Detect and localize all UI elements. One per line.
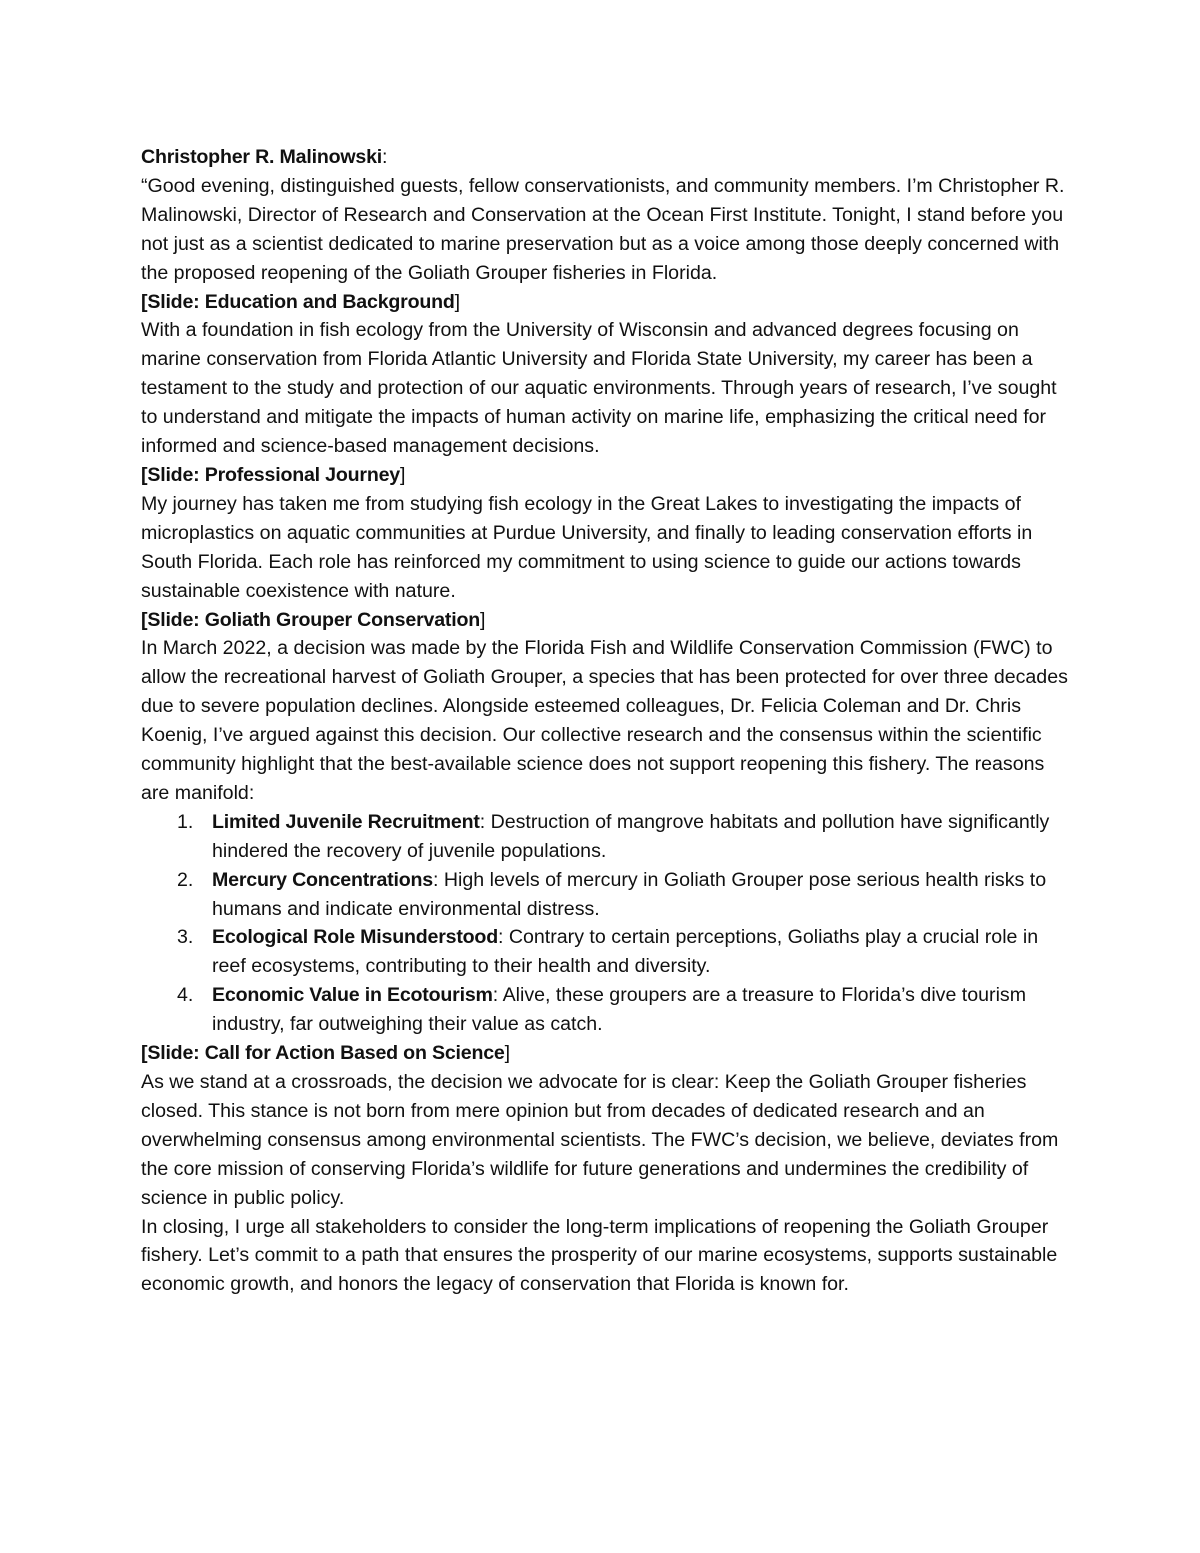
section-body: With a foundation in fish ecology from the University of Wisconsin and advanced degrees focusing on marine conservation from Florida Atlantic University and Florida State University, my career has been a testament to the study and protection of our aquatic environments. Through years of research, I’ve sought to understand and mitigate the impacts of human activity on marine life, emphasizing the critical need for informed and science-based management decisions. — [141, 319, 1057, 458]
section-heading-bracket: ] — [504, 1042, 511, 1065]
reason-number: 4. — [177, 984, 194, 1007]
reason-text: : Destruction of mangrove habitats and pollution have significantly hindered the recovery of juvenile populations. — [212, 810, 1050, 862]
speaker-line — [141, 143, 1071, 172]
section-heading-bracket: ] — [480, 608, 486, 631]
reason-number: 3. — [177, 926, 194, 949]
reason-text: : Alive, these groupers are a treasure to Florida’s dive tourism industry, far outweighing their value as catch. — [212, 984, 1027, 1036]
reason-term: Economic Value in Ecotourism — [212, 984, 493, 1007]
speaker-colon: : — [382, 146, 388, 168]
section-body: My journey has taken me from studying fish ecology in the Great Lakes to investigating the impacts of microplastics on aquatic communities at Purdue University, and finally to leading conservation efforts in South Florida. Each role has reinforced my commitment to using science to guide our actions towards sustainable coexistence with nature. — [141, 492, 1033, 602]
section-heading — [141, 288, 1071, 317]
section-body: In March 2022, a decision was made by the Florida Fish and Wildlife Conservation Commission (FWC) to allow the recreational harvest of Goliath Grouper, a species that has been protected for over three decades due to severe population declines. Alongside esteemed colleagues, Dr. Felicia Coleman and Dr. Chris Koenig, I’ve argued against this decision. Our collective research and the consensus within the scientific community highlight that the best-available science does not support reopening this fishery. The reasons are manifold: — [141, 637, 1068, 804]
section-heading — [141, 606, 1071, 635]
reason-term: Mercury Concentrations — [212, 868, 433, 891]
section-heading — [141, 1039, 1071, 1068]
document-body — [141, 143, 1071, 1299]
reason-item — [141, 981, 1071, 1039]
intro-paragraph: “Good evening, distinguished guests, fellow conservationists, and community members. I’m Christopher R. Malinowski, Director of Research and Conservation at the Ocean First Institute. Tonight, I stand before you not just as a scientist dedicated to marine preservation but as a voice among those deeply concerned with the proposed reopening of the Goliath Grouper fisheries in Florida. — [141, 174, 1065, 284]
section-heading — [141, 461, 1071, 490]
section-heading-text: [Slide: Goliath Grouper Conservation — [141, 608, 480, 631]
reason-text: : High levels of mercury in Goliath Grouper pose serious health risks to humans and indicate environmental distress. — [212, 868, 1047, 920]
section-heading-bracket: ] — [454, 290, 461, 313]
reasons-list — [141, 808, 1071, 1039]
closing-paragraph: In closing, I urge all stakeholders to consider the long-term implications of reopening the Goliath Grouper fishery. Let’s commit to a path that ensures the prosperity of our marine ecosystems, supports sustainable economic growth, and honors the legacy of conservation that Florida is known for. — [141, 1215, 1058, 1296]
reason-text: : Contrary to certain perceptions, Goliaths play a crucial role in reef ecosystems, contributing to their health and diversity. — [212, 926, 1039, 978]
reason-item — [141, 923, 1071, 981]
reason-item — [141, 866, 1071, 924]
section-heading-text: [Slide: Professional Journey — [141, 463, 400, 486]
section-body: As we stand at a crossroads, the decision we advocate for is clear: Keep the Goliath Grouper fisheries closed. This stance is not born from mere opinion but from decades of dedicated research and an overwhelming consensus among environmental scientists. The FWC’s decision, we believe, deviates from the core mission of conserving Florida’s wildlife for future generations and undermines the credibility of science in public policy. — [141, 1071, 1059, 1209]
reason-term: Limited Juvenile Recruitment — [212, 810, 480, 833]
reason-term: Ecological Role Misunderstood — [212, 926, 498, 949]
speaker-name: Christopher R. Malinowski — [141, 146, 383, 168]
reason-item — [141, 808, 1071, 866]
section-heading-text: [Slide: Call for Action Based on Science — [141, 1042, 505, 1065]
reason-number: 1. — [177, 810, 194, 833]
section-heading-text: [Slide: Education and Background — [141, 290, 455, 313]
section-heading-bracket: ] — [399, 463, 406, 486]
reason-number: 2. — [177, 868, 194, 891]
